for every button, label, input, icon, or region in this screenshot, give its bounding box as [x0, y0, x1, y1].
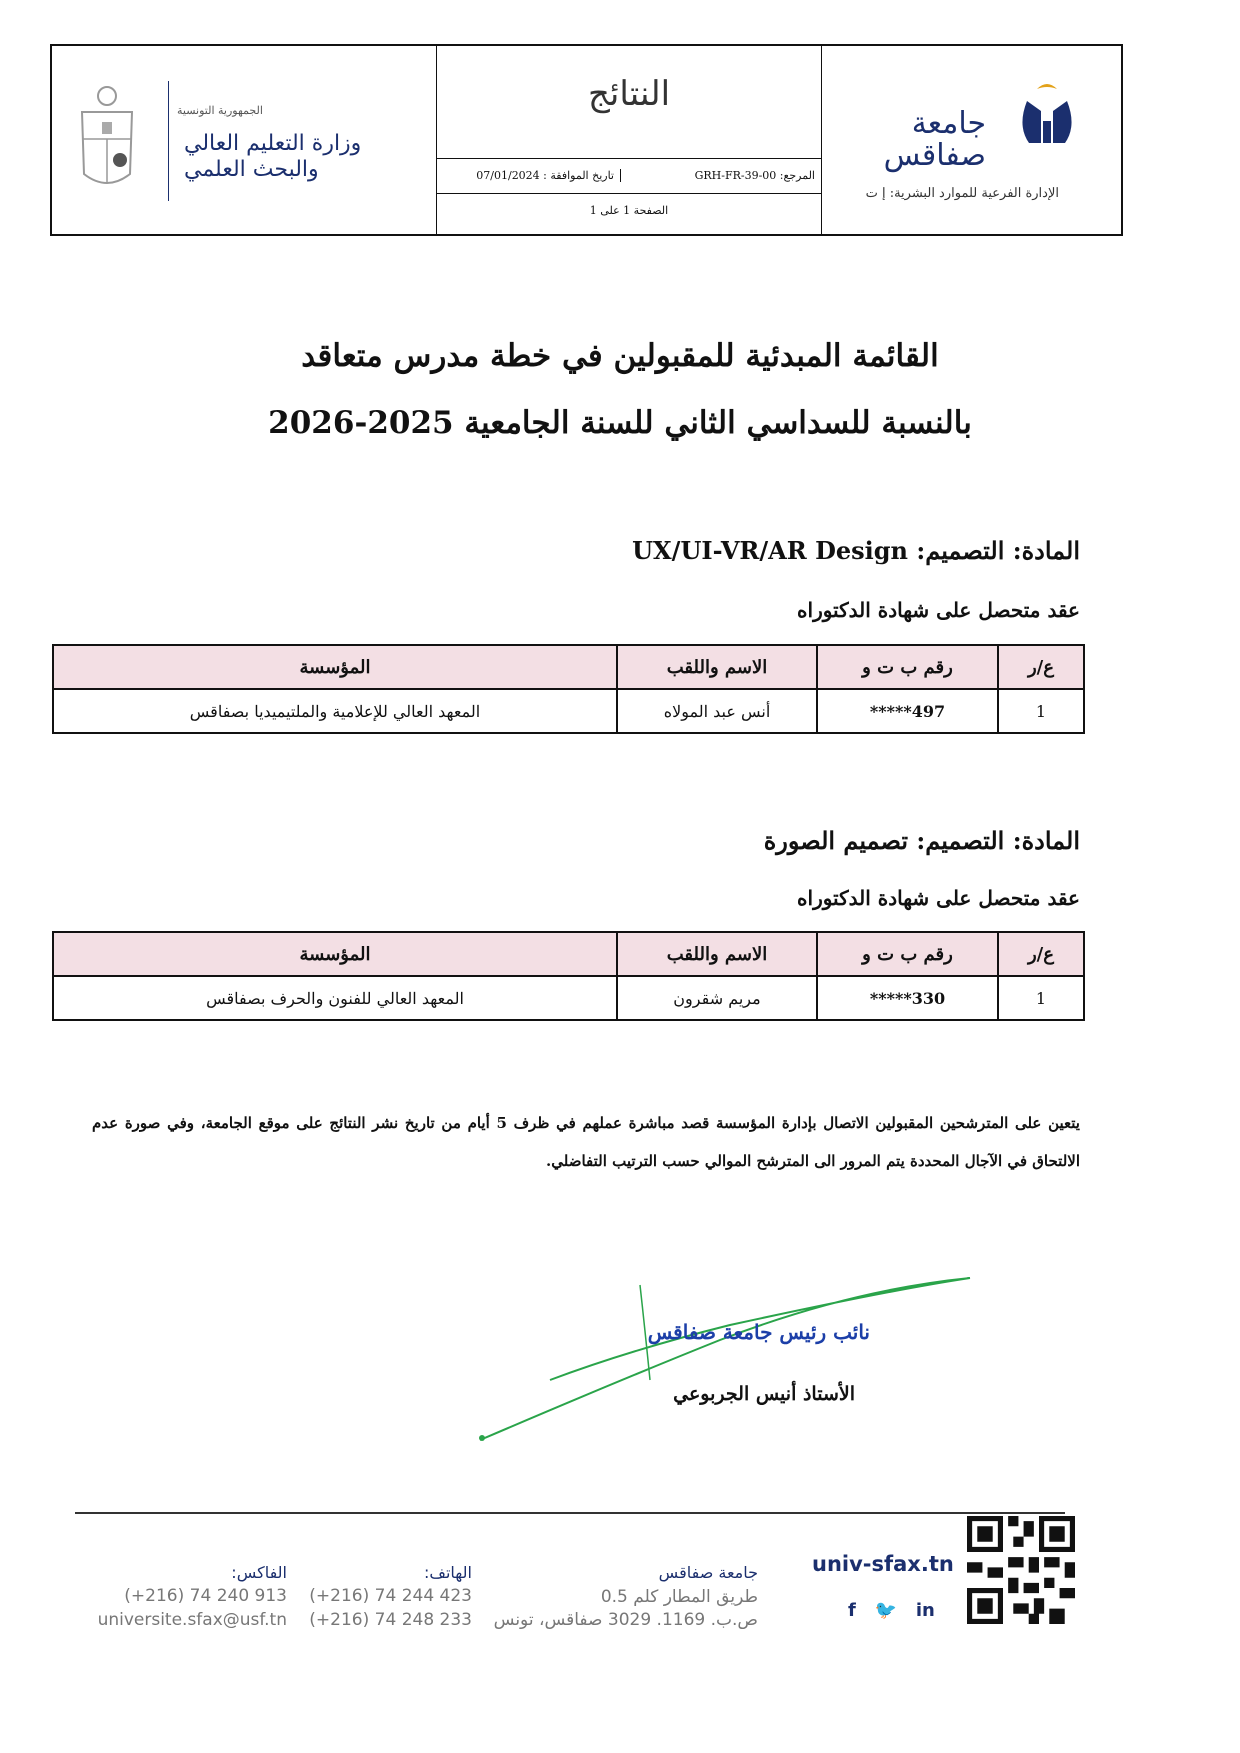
row-number: 1: [998, 976, 1084, 1020]
document-header: [50, 44, 1123, 236]
university-name-line2: صفاقس: [883, 138, 986, 173]
phone-2: (+216) 74 248 233: [309, 1610, 472, 1630]
subject-heading: المادة: التصميم: تصميم الصورة: [763, 826, 1080, 855]
notice-paragraph: يتعين على المترشحين المقبولين الاتصال بإدارة المؤسسة قصد مباشرة عملهم في ظرف 5 أيام من تاريخ نشر النتائج على موقع الجامعة، وفي صورة عدم الالتحاق في الآجال المحددة يتم المرور الى المترشح الموالي حسب الترتيب التفاضلي.: [92, 1114, 1080, 1170]
column-header: ع/ر: [998, 932, 1084, 976]
column-header: المؤسسة: [53, 932, 617, 976]
website-link[interactable]: univ-sfax.tn: [812, 1552, 954, 1576]
form-meta-block: [436, 46, 821, 234]
table-row: [53, 976, 1084, 1020]
results-title: النتائج: [587, 74, 671, 114]
university-logo-icon: [1007, 81, 1087, 161]
phone-title: الهاتف:: [424, 1563, 472, 1582]
fax-title: الفاكس:: [231, 1563, 287, 1582]
footer-divider: [75, 1512, 1065, 1514]
address-line2: ص.ب. 1169. 3029 صفاقس، تونس: [493, 1610, 758, 1630]
document-title-line1: القائمة المبدئية للمقبولين في خطة مدرس متعاقد: [301, 338, 939, 374]
contract-type: عقد متحصل على شهادة الدكتوراه: [797, 598, 1080, 622]
address-title: جامعة صفاقس: [658, 1563, 758, 1582]
column-header: رقم ب ت و: [817, 932, 998, 976]
approval-date: تاريخ الموافقة : 07/01/2024: [476, 169, 621, 182]
cin-cell: 330*****: [817, 976, 998, 1020]
name-cell: مريم شقرون: [617, 976, 817, 1020]
results-table: [52, 644, 1085, 734]
social-icons: [848, 1600, 935, 1621]
signature-name: الأستاذ أنيس الجربوعي: [673, 1383, 855, 1405]
ministry-name-line2: والبحث العلمي: [184, 157, 319, 182]
subject-heading: المادة: التصميم: UX/UI-VR/AR Design: [632, 536, 1080, 565]
reference-code: المرجع: GRH-FR-39-00: [694, 169, 815, 182]
fax-1: (+216) 74 240 913: [124, 1586, 287, 1606]
qr-code-icon[interactable]: [967, 1516, 1075, 1624]
table-row: [53, 689, 1084, 733]
meta-row: [437, 158, 821, 194]
table-header-row: [53, 932, 1084, 976]
university-name-line1: جامعة: [911, 106, 986, 141]
linkedin-icon[interactable]: in: [915, 1600, 935, 1621]
signature-role: نائب رئيس جامعة صفاقس: [647, 1320, 870, 1344]
divider: [168, 81, 169, 201]
contract-type: عقد متحصل على شهادة الدكتوراه: [797, 886, 1080, 910]
phone-1: (+216) 74 244 423: [309, 1586, 472, 1606]
twitter-icon[interactable]: 🐦: [874, 1600, 898, 1621]
institution-cell: المعهد العالي للفنون والحرف بصفاقس: [53, 976, 617, 1020]
page-number: الصفحة 1 على 1: [589, 204, 669, 217]
column-header: رقم ب ت و: [817, 645, 998, 689]
column-header: الاسم واللقب: [617, 932, 817, 976]
column-header: ع/ر: [998, 645, 1084, 689]
document-title-line2: بالنسبة للسداسي الثاني للسنة الجامعية 2025-2026: [268, 405, 972, 441]
ministry-block: [52, 46, 438, 234]
name-cell: أنس عبد المولاه: [617, 689, 817, 733]
table-header-row: [53, 645, 1084, 689]
email[interactable]: universite.sfax@usf.tn: [97, 1610, 287, 1630]
ministry-name-line1: وزارة التعليم العالي: [184, 131, 362, 156]
department-label: الإدارة الفرعية للموارد البشرية: إ ت: [865, 186, 1059, 201]
column-header: المؤسسة: [53, 645, 617, 689]
cin-cell: 497*****: [817, 689, 998, 733]
republic-label: الجمهورية التونسية: [177, 104, 263, 117]
results-table: [52, 931, 1085, 1021]
facebook-icon[interactable]: f: [848, 1600, 856, 1621]
handwritten-signature-icon: [470, 1270, 990, 1450]
column-header: الاسم واللقب: [617, 645, 817, 689]
institution-cell: المعهد العالي للإعلامية والملتيميديا بصفاقس: [53, 689, 617, 733]
tunisia-coat-of-arms-icon: [72, 84, 142, 194]
university-block: [821, 46, 1121, 234]
row-number: 1: [998, 689, 1084, 733]
address-line1: طريق المطار كلم 0.5: [600, 1587, 758, 1607]
